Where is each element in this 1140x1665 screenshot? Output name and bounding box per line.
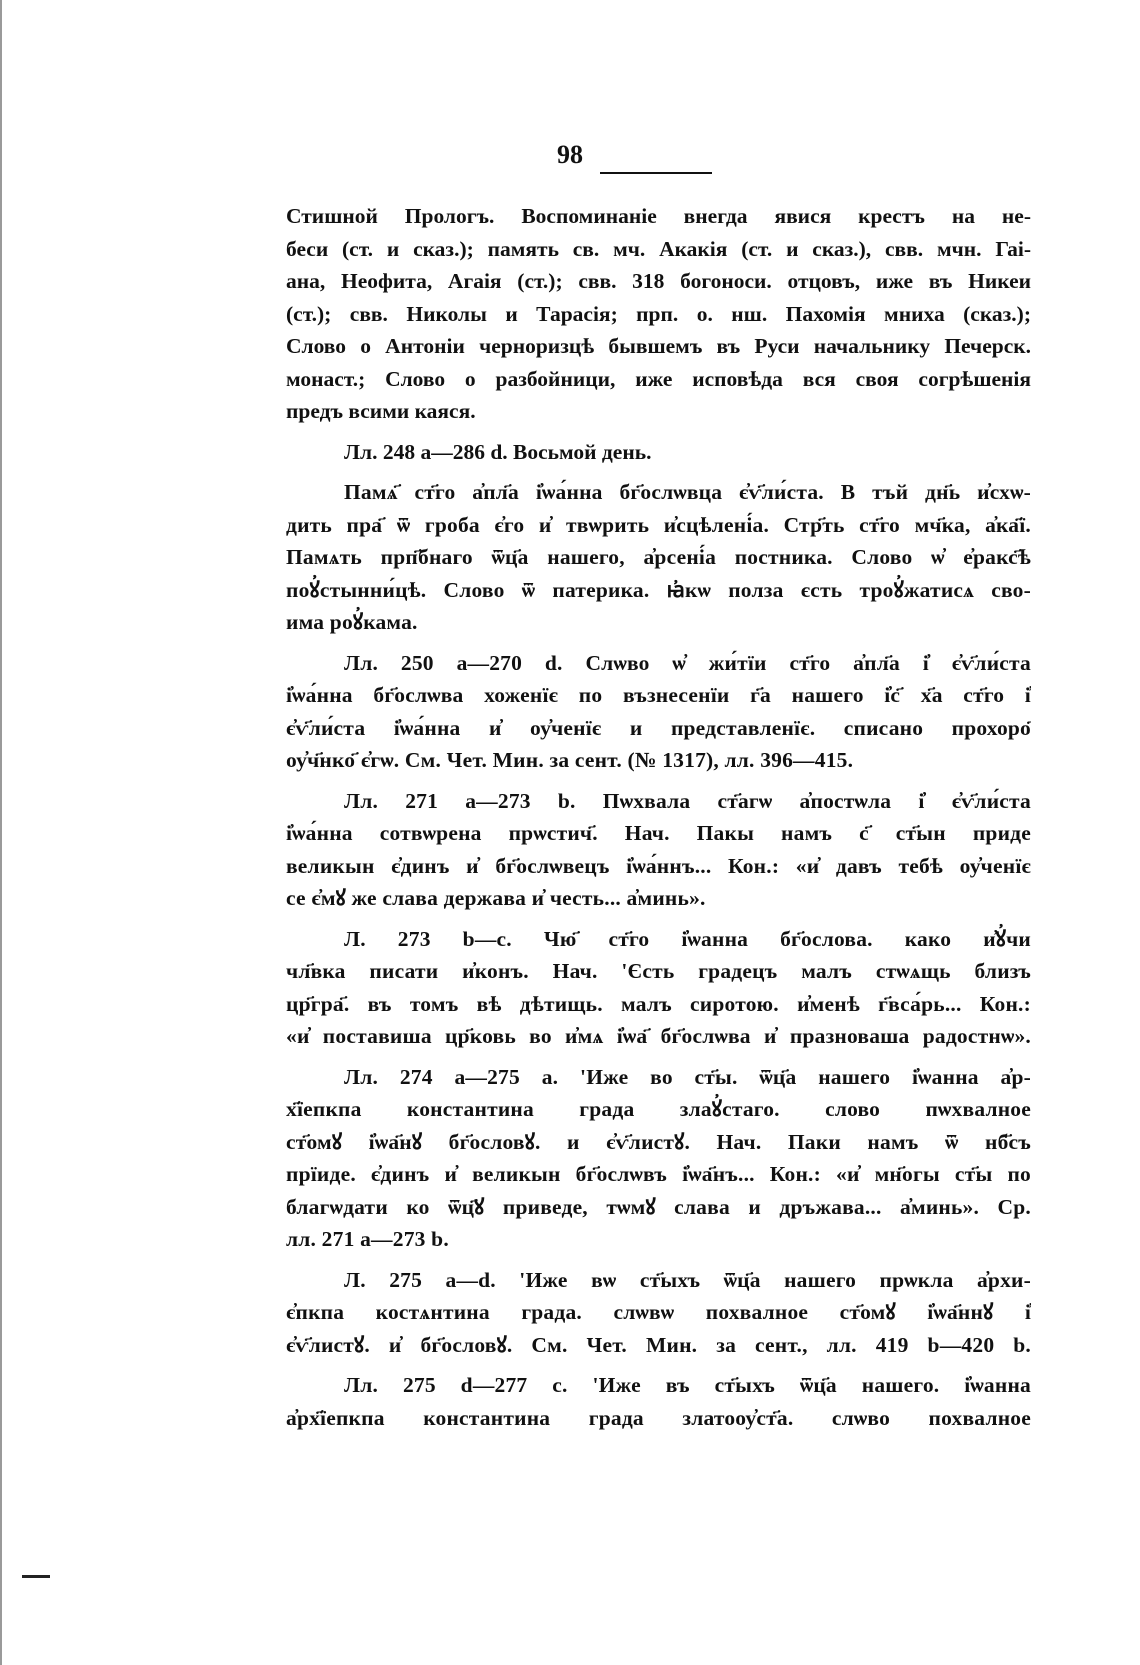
text-line: беси (ст. и сказ.); память св. мч. Акакія (ст. и сказ.), свв. мчн. Гаі- [286,236,1031,261]
text-line: Л. 275 a—d. 'Иже вѡ ст҃ыхъ ѿц҃а нашего прѡкла а҆рхи- [344,1267,1031,1292]
paragraph-stishnoi-prolog [286,200,1031,428]
text-line: Лл. 275 d—277 c. 'Иже въ ст҃ыхъ ѿц҃а нашего. і҆ѡанна [344,1373,1031,1397]
text-line: Лл. 271 a—273 b. Пѡхвала ст҃агѡ а҆постѡла і҆ є҆ѵ҃ли́ста [344,788,1031,813]
text-line: Памѧ҃ ст҃го а҆пл҃а і҆ѡа́нна бг҃ослѡвца є҆ѵ҃ли́ста. В тъй дн҃ь и҆схѡ- [344,480,1031,504]
paragraph-slavonic-contents [286,476,1031,639]
page-text-body [286,200,1031,1442]
text-line: Лл. 274 a—275 a. 'Иже во ст҃ы. ѿц҃а нашего і҆ѡанна а҆р- [344,1064,1031,1089]
text-line: Лл. 250 a—270 d. Слѡво ѡ҆ жи́тїи ст҃го а҆пл҃а і҆ є҆ѵ҃ли́ста [344,650,1031,675]
text-line: є҆пкпа костѧнтина града. слѡвѡ похвалное ст҃омꙋ і҆ѡа҃ннꙋ і҆ [286,1300,1031,1324]
text-line: і҆ѡа́нна сотвѡрена прѡстич҃. Нач. Пакы намъ с҃ ст҃ын приде [286,821,1031,845]
text-line: има роꙋ҆кама. [286,610,418,634]
page-number-underline [600,172,712,174]
text-line: великын є҆динъ и҆ бг҃ослѡвецъ і҆ѡа́ннъ... Кон.: «и҆ давъ тебѣ оу҆ченїє [286,853,1031,878]
text-line: се є҆мꙋ же слава держава и҆ честь... а҆минь». [286,886,706,910]
text-line: а҆рх҃їепкпа константина града златооу҆ст҃а. слѡво похвалное [286,1405,1031,1430]
paragraph-folio-275-a [286,1264,1031,1362]
text-line: є҆ѵ҃листꙋ. и҆ бг҃ословꙋ. См. Чет. Мин. за сент., лл. 419 b—420 b. [286,1332,1031,1357]
text-line: чл҃вка писати и҆конъ. Нач. 'Єсть градецъ малъ стѡѧщь близъ [286,959,1031,983]
text-line: дить пра҃ ѿ гроба є҆го и҆ твѡрить и҆сцѣлені́а. Стр҃ть ст҃го мч҃ка, а҆ка҃ї. [286,512,1031,537]
text-line: благѡдати ко ѿц҃ꙋ приведе, тѡмꙋ слава и дръжава... а҆минь». Ср. [286,1194,1031,1219]
text-line: монаст.; Слово о разбойници, иже исповѣда вся своя согрѣшенія [286,366,1031,391]
text-line: Л. 273 b—c. Чю҃ ст҃го і҆ѡанна бг҃ослова. како и҆ꙋ҆чи [344,926,1031,951]
text-line: Стишной Прологъ. Воспоминаніе внегда явися крестъ на не- [286,204,1031,228]
text-line: є҆ѵ҃ли́ста і҆ѡа́нна и҆ оу҆ченїє и представленїє. списано прохоро҃ [286,715,1031,740]
text-line: х҃їепкпа константина града злаꙋ҆стаго. слово пѡхвалное [286,1097,1031,1121]
text-line: Слово о Антоніи черноризцѣ бывшемъ въ Руси начальнику Печерск. [286,334,1031,358]
paragraph-folio-273 [286,923,1031,1053]
paragraph-folio-250 [286,647,1031,777]
text-line: прїиде. є҆динъ и҆ великын бг҃ослѡвъ і҆ѡа҃нъ... Кон.: «и҆ мн҃огы ст҃ы по [286,1162,1031,1186]
paragraph-folio-275-d [286,1369,1031,1434]
text-line: Памѧть прп҃бнаго ѿц҃а нашего, а҆рсені́а постника. Слово ѡ҆ е҆ракс҃ѣ [286,545,1031,569]
margin-dash-mark [22,1575,50,1578]
text-line: Лл. 248 a—286 d. Восьмой день. [344,439,652,464]
text-line: цр҃гра҃. въ томъ вѣ дѣтищь. малъ сиротою. и҆менѣ г҃вса́рь... Кон.: [286,991,1031,1016]
paragraph-folio-274 [286,1061,1031,1256]
text-line: ст҃омꙋ і҆ѡа҃нꙋ бг҃ословꙋ. и є҆ѵ҃листꙋ. Нач. Паки намъ ѿ нб҃съ [286,1129,1031,1154]
text-line: оу҆ч҃нко҃ є҆гѡ. См. Чет. Мин. за сент. (№ 1317), лл. 396—415. [286,748,854,772]
text-line: «и҆ поставиша цр҃ковь во и҆мѧ і҆ѡа҃ бг҃ослѡва и҆ празноваша радостнѡ». [286,1024,1031,1048]
text-line: предъ всими каяся. [286,399,476,423]
text-line: ана, Неофита, Агаія (ст.); свв. 318 богоноси. отцовъ, иже въ Никеи [286,269,1031,293]
paragraph-folio-248 [286,436,1031,469]
page-number: 98 [557,140,583,169]
paragraph-folio-271 [286,785,1031,915]
text-line: поꙋ҆стынни́цѣ. Слово ѿ патерика. ꙗ҆кѡ полза єсть троꙋ҆жатисѧ сво- [286,577,1031,602]
text-line: і҆ѡа́нна бг҃ослѡва хоженїє по възнесенїи г҃а нашего і҆с҃ х҃а ст҃го і҆ [286,683,1031,707]
text-line: лл. 271 a—273 b. [286,1227,449,1251]
scan-left-edge-line [0,0,2,1665]
text-line: (ст.); свв. Николы и Тарасія; прп. о. нш. Пахомія мниха (сказ.); [286,301,1031,326]
